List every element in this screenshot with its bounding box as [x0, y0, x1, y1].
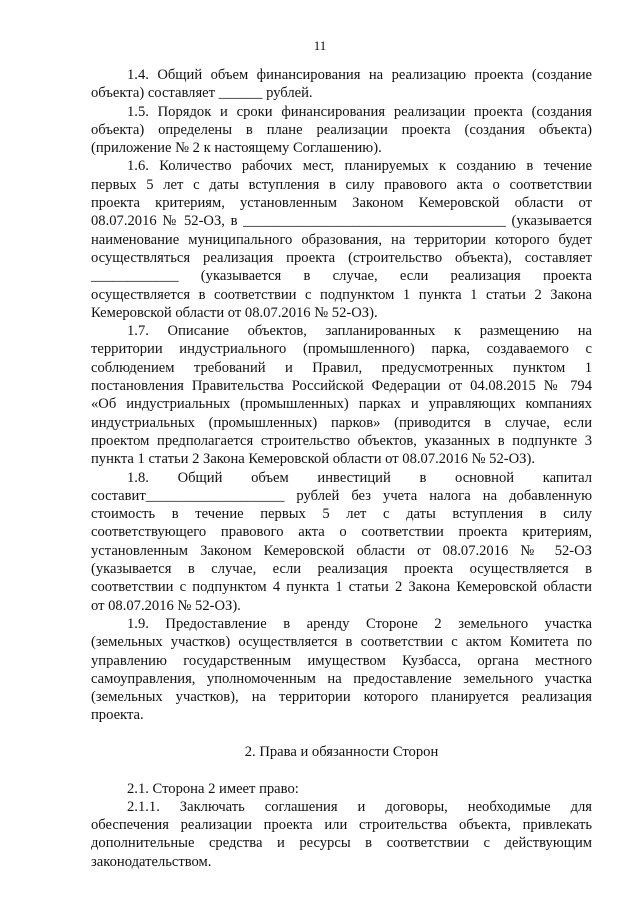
- text-line: проектом предполагается строительство объектов, указанных в подпункте 3: [91, 432, 592, 449]
- text-line: соблюдением требований и Правил, предусмотренных пунктом 1: [91, 359, 592, 376]
- text-line: 1.9. Предоставление в аренду Стороне 2 земельного участка: [127, 615, 592, 632]
- text-line: от 08.07.2016 № 52-ОЗ).: [91, 597, 241, 614]
- text-line: объекта) определены в плане реализации проекта (создания объекта): [91, 121, 592, 138]
- document-body: [91, 66, 592, 871]
- text-line: 1.4. Общий объем финансирования на реализацию проекта (создание: [127, 67, 592, 83]
- spacer: [91, 761, 592, 779]
- text-line: обеспечения реализации проекта или строительства объекта, привлекать: [91, 817, 592, 834]
- text-line: самоуправления, уполномоченным на предоставление земельного участка: [91, 670, 592, 687]
- text-line: 1.5. Порядок и сроки финансирования реализации проекта (создания: [127, 103, 592, 120]
- text-line: (земельных участков), на территории которого планируется реализация: [91, 689, 592, 706]
- text-line: (указывается в случае, если реализация проекта осуществляется в: [91, 561, 592, 578]
- text-line: первых 5 лет с даты вступления в силу правового акта о соответствии: [91, 176, 592, 193]
- text-line: осуществляется в соответствии с подпунктом 1 пункта 1 статьи 2 Закона: [91, 286, 592, 303]
- page-number: 11: [313, 38, 327, 53]
- text-line: осуществляться реализация проекта (строительство объекта), составляет: [91, 249, 592, 266]
- text-line: (земельных участков) осуществляется в соответствии с актом Комитета по: [91, 634, 592, 651]
- text-line: 1.8. Общий объем инвестиций в основной капитал: [127, 469, 592, 486]
- text-line: ____________ (указывается в случае, если реализация проекта: [91, 268, 592, 285]
- text-line: проекта критериям, установленным Законом Кемеровской области от: [91, 195, 592, 212]
- text-line: стоимость в течение первых 5 лет с даты вступления в силу: [91, 506, 592, 523]
- text-line: 2.1.1. Заключать соглашения и договоры, необходимые для: [127, 798, 592, 815]
- text-line: установленным Законом Кемеровской области от 08.07.2016 № 52-ОЗ: [91, 542, 592, 559]
- text-line: (приложение № 2 к настоящему Соглашению).: [91, 140, 382, 157]
- text-line: наименование муниципального образования, на территории которого будет: [91, 231, 592, 248]
- text-line: пункта 1 статьи 2 Закона Кемеровской области от 08.07.2016 № 52-ОЗ).: [91, 451, 535, 468]
- text-line: 1.7. Описание объектов, запланированных к размещению на: [127, 323, 592, 340]
- text-line: проекта.: [91, 707, 144, 724]
- text-line: соответствующего правового акта о соответствии проекта критериям,: [91, 524, 592, 541]
- text-line: индустриальных (промышленных) парков» (приводится в случае, если: [91, 414, 592, 431]
- text-line: 08.07.2016 № 52-ОЗ, в ____________________________________ (указывается: [91, 213, 592, 230]
- text-line: постановления Правительства Российской Федерации от 04.08.2015 № 794: [91, 378, 592, 395]
- text-line: объекта) составляет ______ рублей.: [91, 85, 313, 102]
- text-line: соответствии с подпунктом 4 пункта 1 статьи 2 Закона Кемеровской области: [91, 579, 592, 596]
- text-line: управлению государственным имуществом Кузбасса, органа местного: [91, 652, 592, 669]
- spacer: [91, 725, 592, 743]
- text-line: 2.1. Сторона 2 имеет право:: [127, 780, 299, 797]
- text-line: «Об индустриальных (промышленных) парках и управляющих компаниях: [91, 396, 592, 413]
- section-heading: 2. Права и обязанности Сторон: [244, 743, 439, 760]
- text-line: Кемеровской области от 08.07.2016 № 52-ОЗ).: [91, 304, 378, 321]
- text-line: законодательством.: [91, 853, 212, 870]
- text-line: территории индустриального (промышленного) парка, создаваемого с: [91, 341, 592, 358]
- text-line: дополнительные средства и ресурсы в соответствии с действующим: [91, 835, 592, 852]
- text-line: 1.6. Количество рабочих мест, планируемых к созданию в течение: [127, 158, 592, 175]
- text-line: составит___________________ рублей без учета налога на добавленную: [91, 487, 592, 504]
